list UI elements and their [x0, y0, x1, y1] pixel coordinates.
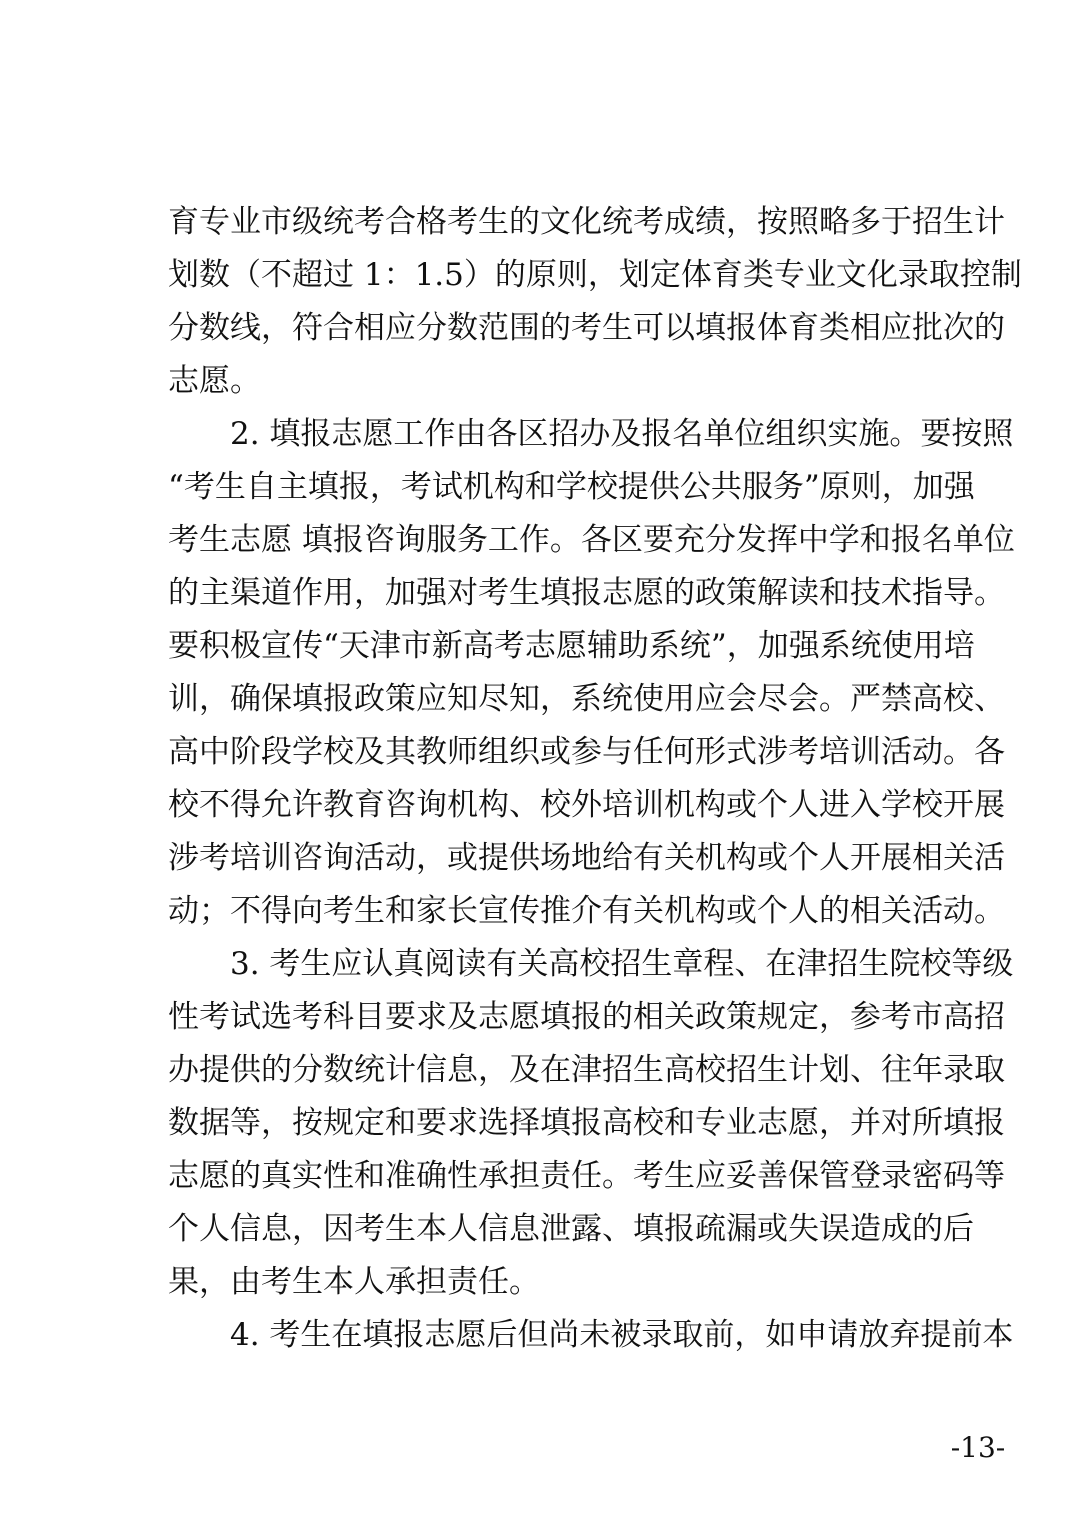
text-line: 划数（不超过 1：1.5）的原则，划定体育类专业文化录取控制 — [168, 257, 1022, 293]
text-line: 性考试选考科目要求及志愿填报的相关政策规定，参考市高招 — [168, 999, 1005, 1035]
text-line: 高中阶段学校及其教师组织或参与任何形式涉考培训活动。各 — [168, 734, 1005, 770]
text-line: 的主渠道作用，加强对考生填报志愿的政策解读和技术指导。 — [168, 575, 1005, 611]
body-text — [168, 196, 1022, 1362]
text-line: 个人信息，因考生本人信息泄露、填报疏漏或失误造成的后 — [168, 1211, 974, 1247]
text-line: 数据等，按规定和要求选择填报高校和专业志愿，并对所填报 — [168, 1105, 1005, 1141]
paragraph-4 — [168, 1309, 1014, 1362]
text-line: 志愿的真实性和准确性承担责任。考生应妥善保管登录密码等 — [168, 1158, 1005, 1194]
text-line: 考生志愿 填报咨询服务工作。各区要充分发挥中学和报名单位 — [168, 522, 1015, 558]
text-line: “考生自主填报，考试机构和学校提供公共服务”原则，加强 — [168, 469, 975, 505]
page-number: -13- — [950, 1431, 1006, 1464]
text-line: 办提供的分数统计信息，及在津招生高校招生计划、往年录取 — [168, 1052, 1005, 1088]
text-line: 要积极宣传“天津市新高考志愿辅助系统”，加强系统使用培 — [168, 628, 975, 664]
text-line: 果，由考生本人承担责任。 — [168, 1264, 540, 1300]
text-line: 育专业市级统考合格考生的文化统考成绩，按照略多于招生计 — [168, 204, 1005, 240]
text-line: 4. 考生在填报志愿后但尚未被录取前，如申请放弃提前本 — [230, 1317, 1014, 1353]
text-line: 动；不得向考生和家长宣传推介有关机构或个人的相关活动。 — [168, 893, 1005, 929]
text-line: 涉考培训咨询活动，或提供场地给有关机构或个人开展相关活 — [168, 840, 1005, 876]
text-line: 3. 考生应认真阅读有关高校招生章程、在津招生院校等级 — [230, 946, 1014, 982]
paragraph-1 — [168, 196, 1022, 408]
text-line: 志愿。 — [168, 363, 261, 399]
text-line: 训，确保填报政策应知尽知，系统使用应会尽会。严禁高校、 — [168, 681, 1005, 717]
text-line: 2. 填报志愿工作由各区招办及报名单位组织实施。要按照 — [230, 416, 1014, 452]
text-line: 分数线，符合相应分数范围的考生可以填报体育类相应批次的 — [168, 310, 1005, 346]
paragraph-3 — [168, 938, 1014, 1309]
text-line: 校不得允许教育咨询机构、校外培训机构或个人进入学校开展 — [168, 787, 1005, 823]
paragraph-2 — [168, 408, 1015, 938]
